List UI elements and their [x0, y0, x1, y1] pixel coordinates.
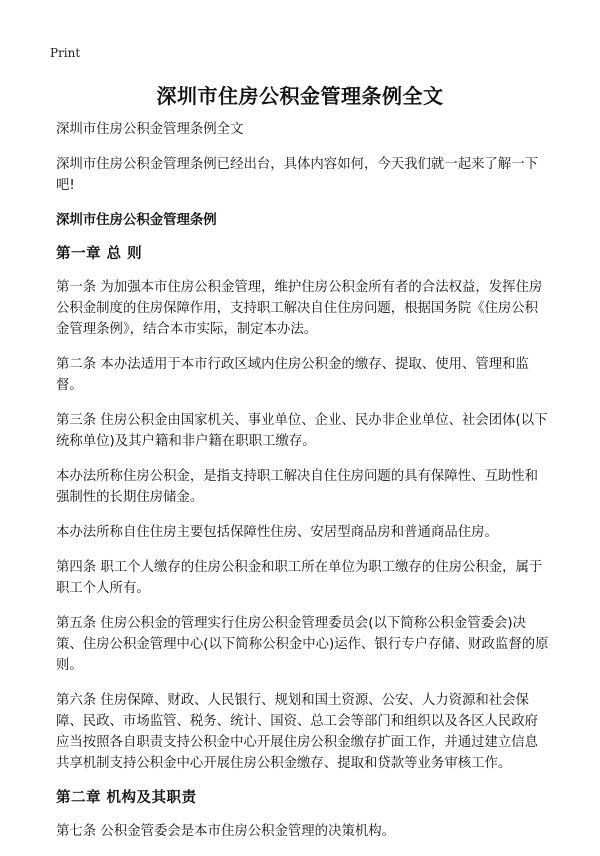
chapter-2-heading: 第二章 机构及其职责 [56, 790, 197, 806]
document-title: 深圳市住房公积金管理条例全文 [156, 84, 444, 108]
intro-paragraph: 深圳市住房公积金管理条例已经出台，具体内容如何，今天我们就一起来了解一下吧! [56, 157, 539, 193]
article-3-paragraph-3: 本办法所称自住住房主要包括保障性住房、安居型商品房和普通商品住房。 [56, 525, 498, 540]
article-3: 第三条 住房公积金由国家机关、事业单位、企业、民办非企业单位、社会团体(以下统称单位)及其户籍和非户籍在职职工缴存。 [56, 413, 548, 449]
chapter-1-heading: 第一章 总 则 [56, 246, 143, 262]
print-label: Print [50, 46, 81, 60]
article-7: 第七条 公积金管委会是本市住房公积金管理的决策机构。 [56, 824, 396, 839]
article-2: 第二条 本办法适用于本市行政区域内住房公积金的缴存、提取、使用、管理和监督。 [56, 357, 529, 393]
section-heading: 深圳市住房公积金管理条例 [56, 213, 217, 228]
article-5: 第五条 住房公积金的管理实行住房公积金管理委员会(以下简称公积金管委会)决策、住房公积金管理中心(以下简称公积金中心)运作、银行专户存储、财政监督的原则。 [56, 616, 549, 673]
article-4: 第四条 职工个人缴存的住房公积金和职工所在单位为职工缴存的住房公积金，属于职工个人所有。 [56, 560, 543, 596]
document-body [56, 119, 550, 856]
document-subtitle: 深圳市住房公积金管理条例全文 [56, 122, 244, 137]
article-3-paragraph-2: 本办法所称住房公积金，是指支持职工解决自住住房问题的具有保障性、互助性和强制性的长期住房储金。 [56, 469, 539, 505]
article-1: 第一条 为加强本市住房公积金管理，维护住房公积金所有者的合法权益，发挥住房公积金制度的住房保障作用，支持职工解决自住住房问题，根据国务院《住房公积金管理条例》，结合本市实际，制定本办法。 [56, 280, 543, 337]
article-6: 第六条 住房保障、财政、人民银行、规划和国土资源、公安、人力资源和社会保障、民政、市场监管、税务、统计、国资、总工会等部门和组织以及各区人民政府应当按照各自职责支持公积金中心开展住房公积金缴存扩面工作，并通过建立信息共享机制支持公积金中心开展住房公积金缴存、提取和贷款等业务审核工作。 [56, 693, 539, 771]
